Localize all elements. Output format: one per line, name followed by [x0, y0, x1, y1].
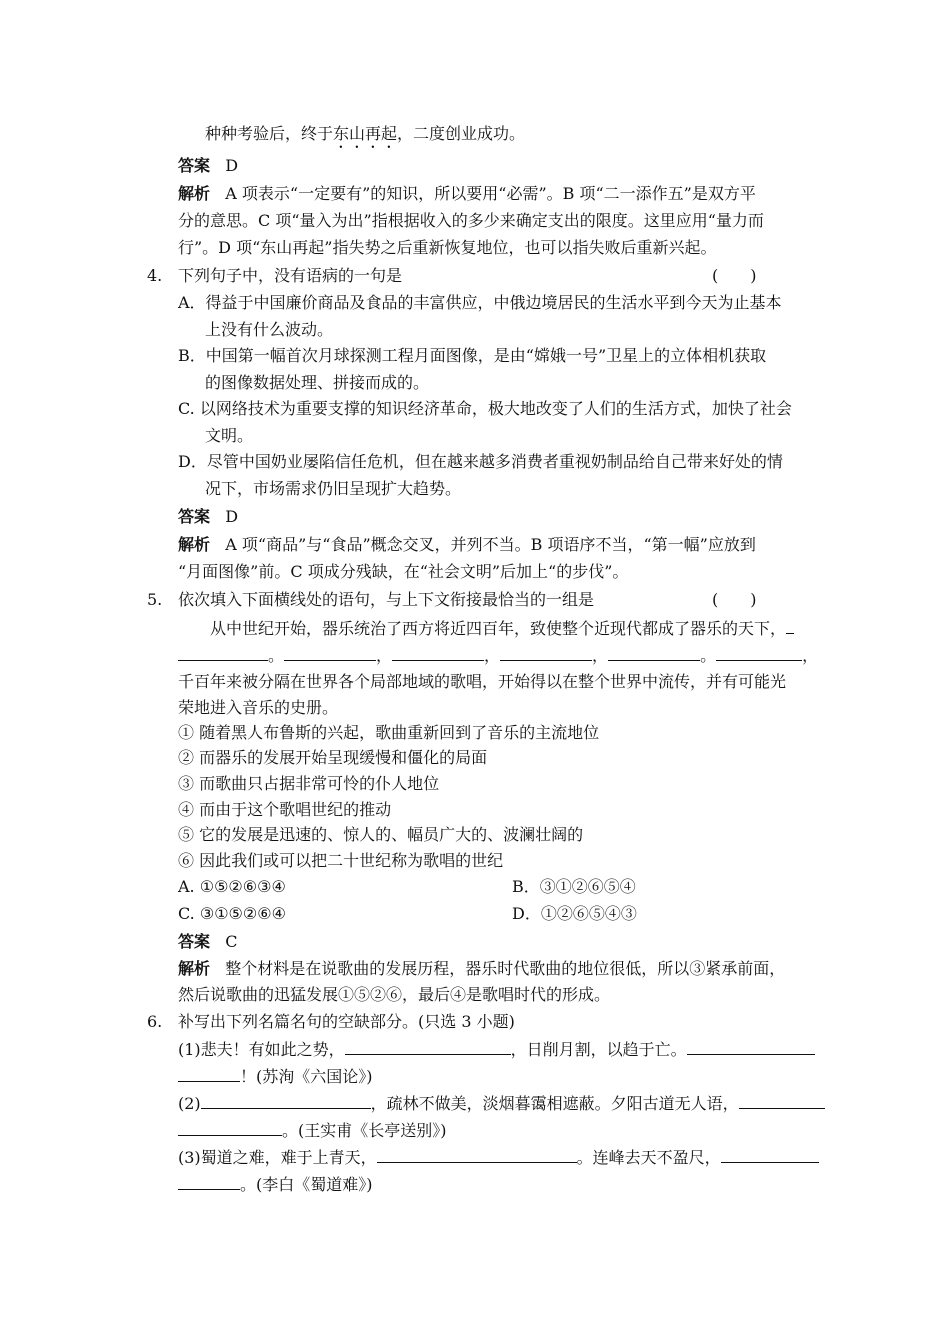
answer-label: 答案 [178, 156, 211, 175]
blank-separator: ， [592, 646, 609, 665]
analysis-label: 解析 [178, 184, 211, 203]
option-b-cont: 的图像数据处理、拼接而成的。 [205, 373, 430, 392]
carry-sentence-post: ，二度创业成功。 [397, 124, 526, 143]
fill-blank [716, 646, 802, 661]
option-d: D．①②⑥⑤④③ [512, 904, 637, 923]
analysis-text: A 项“商品”与“食品”概念交叉，并列不当。B 项语序不当，“第一幅”应放到 [225, 535, 756, 554]
fill-blank [739, 1094, 825, 1109]
option-d: D．尽管中国奶业屡陷信任危机，但在越来越多消费者重视奶制品给自己带来好处的情 [178, 452, 783, 471]
option-b: B．③①②⑥⑤④ [512, 877, 636, 896]
fill-line [178, 1067, 373, 1087]
quote-source: ！(苏洵《六国论》) [240, 1067, 373, 1086]
sentence-item: ② 而器乐的发展开始呈现缓慢和僵化的局面 [178, 748, 488, 767]
question-stem: 依次填入下面横线处的语句，与上下文衔接最恰当的一组是 [178, 590, 595, 609]
passage-text: 荣地进入音乐的史册。 [178, 698, 339, 717]
answer-paren: ( ) [712, 590, 757, 609]
carry-sentence-pre: 种种考验后，终于 [205, 124, 334, 143]
analysis-label: 解析 [178, 535, 211, 554]
blank-separator: ， [376, 646, 393, 665]
quote-source: 。(李白《蜀道难》) [240, 1175, 373, 1194]
fill-blank [721, 1148, 819, 1163]
quote-text: 。连峰去天不盈尺， [576, 1148, 721, 1167]
option-c-cont: 文明。 [205, 426, 254, 445]
question-number: 5. [147, 590, 163, 609]
sentence-item: ③ 而歌曲只占据非常可怜的仆人地位 [178, 774, 440, 793]
fill-line [178, 1121, 447, 1141]
fill-blank [608, 646, 700, 661]
option-a-cont: 上没有什么波动。 [205, 320, 334, 339]
fill-line [178, 1094, 825, 1114]
analysis-text: 分的意思。C 项“量入为出”指根据收入的多少来确定支出的限度。这里应用“量力而 [178, 211, 764, 230]
fill-blank [377, 1148, 577, 1163]
option-b: B．中国第一幅首次月球探测工程月面图像，是由“嫦娥一号”卫星上的立体相机获取 [178, 346, 767, 365]
analysis-line [178, 535, 756, 555]
fill-blank [178, 1175, 240, 1190]
answer-value: D [225, 507, 239, 526]
option-c: C. ③①⑤②⑥④ [178, 904, 286, 923]
carry-sentence [205, 124, 525, 152]
passage-text: 千百年来被分隔在世界各个局部地域的歌唱，开始得以在整个世界中流传，并有可能光 [178, 672, 787, 691]
quote-text: ，疏林不做美，淡烟暮霭相遮蔽。夕阳古道无人语， [370, 1094, 739, 1113]
passage-line [210, 619, 794, 639]
quote-text: ，日削月割，以趋于亡。 [510, 1040, 687, 1059]
question-stem: 补写出下列名篇名句的空缺部分。(只选 3 小题) [178, 1012, 515, 1031]
analysis-line [178, 959, 785, 979]
sentence-item: ⑤ 它的发展是迅速的、惊人的、幅员广大的、波澜壮阔的 [178, 825, 584, 844]
analysis-text: 然后说歌曲的迅猛发展①⑤②⑥，最后④是歌唱时代的形成。 [178, 985, 611, 1004]
answer-label: 答案 [178, 507, 211, 526]
quote-text: (3)蜀道之难，难于上青天， [178, 1148, 377, 1167]
option-d-cont: 况下，市场需求仍旧呈现扩大趋势。 [205, 479, 462, 498]
quote-text: (1)悲夫！有如此之势， [178, 1040, 345, 1059]
emphasized-phrase: 东山再起 [333, 124, 398, 143]
fill-blank [201, 1094, 371, 1109]
passage-blanks-line [178, 646, 818, 666]
fill-blank [178, 1067, 240, 1082]
question-number: 4. [147, 266, 163, 285]
answer-label: 答案 [178, 932, 211, 951]
analysis-line [178, 184, 756, 204]
fill-line [178, 1148, 819, 1168]
blank-separator: ， [484, 646, 501, 665]
answer-line [178, 932, 238, 952]
fill-blank [284, 646, 376, 661]
question-number: 6. [147, 1012, 163, 1031]
fill-blank [345, 1040, 511, 1055]
analysis-text: A 项表示“一定要有”的知识，所以要用“必需”。B 项“二一添作五”是双方平 [225, 184, 756, 203]
quote-source: 。(王实甫《长亭送别》) [282, 1121, 447, 1140]
quote-text: (2) [178, 1094, 201, 1113]
blank-separator: 。 [268, 646, 285, 665]
option-a: A．得益于中国廉价商品及食品的丰富供应，中俄边境居民的生活水平到今天为止基本 [178, 293, 782, 312]
answer-line [178, 156, 238, 176]
fill-blank [500, 646, 592, 661]
answer-value: D [225, 156, 239, 175]
blank-separator: 。 [700, 646, 717, 665]
answer-value: C [225, 932, 238, 951]
option-a: A. ①⑤②⑥③④ [178, 877, 286, 896]
passage-text: 从中世纪开始，器乐统治了西方将近四百年，致使整个近现代都成了器乐的天下， [210, 619, 787, 638]
fill-blank [392, 646, 484, 661]
answer-line [178, 507, 238, 527]
fill-blank [178, 1121, 282, 1136]
fill-blank [178, 646, 268, 661]
option-c: C. 以网络技术为重要支撑的知识经济革命，极大地改变了人们的生活方式，加快了社会 [178, 399, 792, 418]
analysis-text: 整个材料是在说歌曲的发展历程，器乐时代歌曲的地位很低，所以③紧承前面， [225, 959, 786, 978]
fill-blank [786, 619, 794, 634]
analysis-label: 解析 [178, 959, 211, 978]
question-stem: 下列句子中，没有语病的一句是 [178, 266, 403, 285]
sentence-item: ④ 而由于这个歌唱世纪的推动 [178, 800, 392, 819]
blank-separator: ， [802, 646, 819, 665]
fill-blank [687, 1040, 815, 1055]
fill-line [178, 1175, 373, 1195]
fill-line [178, 1040, 815, 1060]
sentence-item: ⑥ 因此我们或可以把二十世纪称为歌唱的世纪 [178, 851, 504, 870]
analysis-text: “月面图像”前。C 项成分残缺，在“社会文明”后加上“的步伐”。 [178, 562, 629, 581]
sentence-item: ① 随着黑人布鲁斯的兴起，歌曲重新回到了音乐的主流地位 [178, 723, 600, 742]
analysis-text: 行”。D 项“东山再起”指失势之后重新恢复地位，也可以指失败后重新兴起。 [178, 238, 717, 257]
answer-paren: ( ) [712, 266, 757, 285]
